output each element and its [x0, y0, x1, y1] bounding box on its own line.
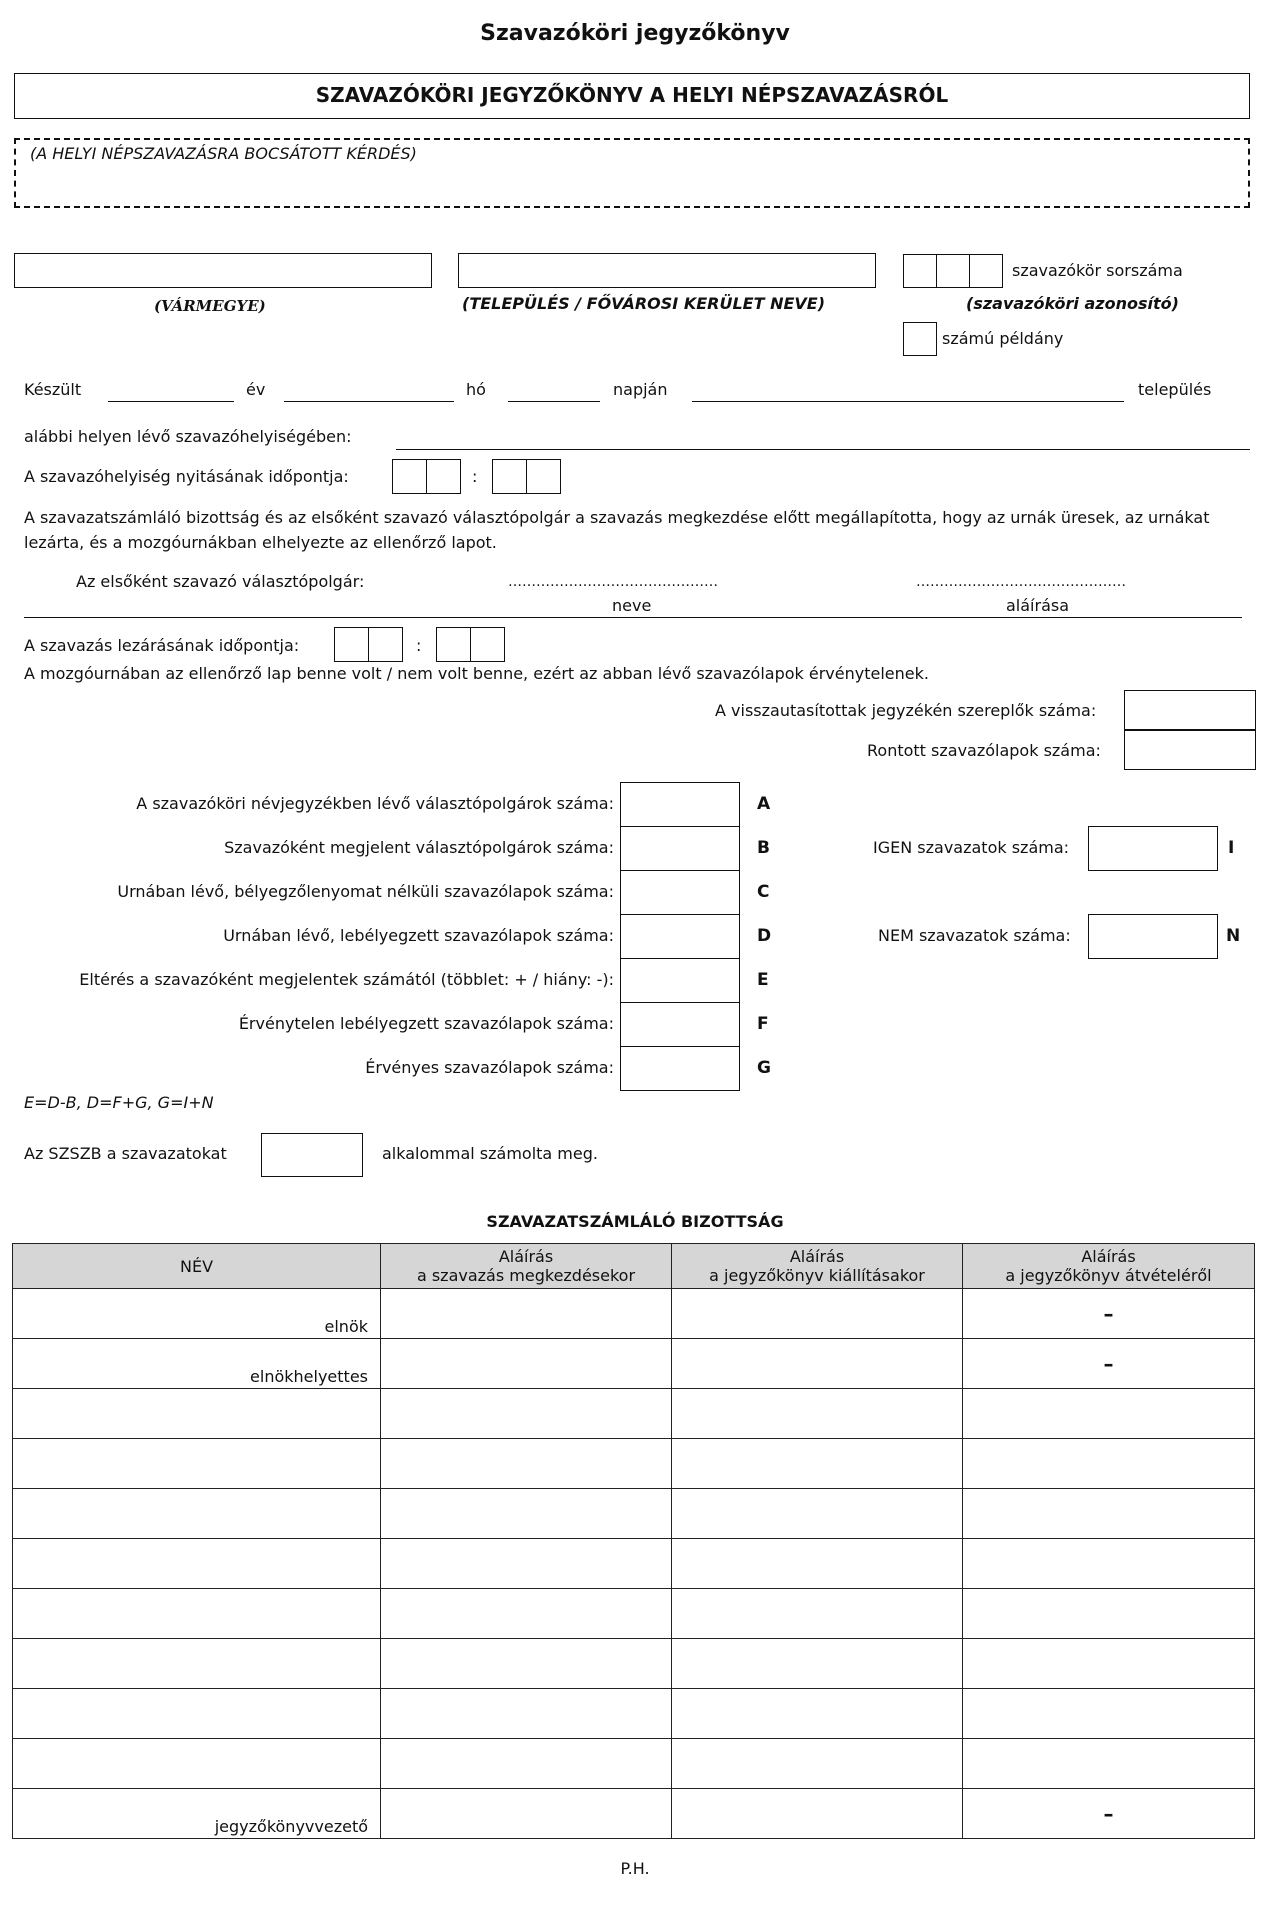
closing-hour-digit-2[interactable]	[368, 627, 403, 662]
count-field-c[interactable]	[620, 870, 740, 915]
member-name-cell[interactable]: jegyzőkönyvvezető	[13, 1789, 381, 1839]
county-field[interactable]	[14, 253, 432, 288]
table-row	[13, 1339, 1255, 1389]
no-votes-letter: N	[1226, 926, 1241, 946]
first-voter-signature-dots[interactable]: ………………………………………	[916, 574, 1126, 590]
sign-issue-cell[interactable]	[672, 1639, 963, 1689]
table-row	[13, 1739, 1255, 1789]
sign-start-cell[interactable]	[381, 1489, 672, 1539]
sign-issue-cell[interactable]	[672, 1339, 963, 1389]
sign-start-cell[interactable]	[381, 1339, 672, 1389]
count-letter-f: F	[757, 1014, 769, 1034]
member-name-cell[interactable]	[13, 1489, 381, 1539]
header-sign-receipt-line2: a jegyzőkönyv átvételéről	[1005, 1266, 1212, 1285]
sign-issue-cell[interactable]	[672, 1439, 963, 1489]
count-field-b[interactable]	[620, 826, 740, 871]
committee-table	[12, 1243, 1255, 1839]
count-field-g[interactable]	[620, 1046, 740, 1091]
first-voter-name-dots[interactable]: ………………………………………	[508, 574, 718, 590]
closing-colon: :	[416, 636, 422, 655]
day-label: napján	[613, 380, 668, 399]
sign-start-cell[interactable]	[381, 1539, 672, 1589]
opening-minute-digit-1[interactable]	[492, 459, 527, 494]
count-times-before: Az SZSZB a szavazatokat	[24, 1144, 227, 1163]
header-sign-start-line2: a szavazás megkezdésekor	[416, 1266, 636, 1285]
table-row	[13, 1789, 1255, 1839]
count-field-d[interactable]	[620, 914, 740, 959]
closing-hour-digit-1[interactable]	[334, 627, 369, 662]
sign-start-cell[interactable]	[381, 1789, 672, 1839]
location-label: alábbi helyen lévő szavazóhelyiségében:	[24, 427, 352, 446]
month-label: hó	[466, 380, 486, 399]
district-id-label: (szavazóköri azonosító)	[966, 294, 1179, 313]
count-times-field[interactable]	[261, 1133, 363, 1177]
sign-receipt-cell[interactable]	[963, 1589, 1255, 1639]
table-row	[13, 1639, 1255, 1689]
count-label-f: Érvénytelen lebélyegzett szavazólapok száma:	[238, 1014, 614, 1033]
question-box[interactable]	[14, 138, 1250, 208]
sign-receipt-cell[interactable]	[963, 1639, 1255, 1689]
opening-hour-digit-1[interactable]	[392, 459, 427, 494]
county-label: (VÁRMEGYE)	[154, 297, 266, 315]
sign-start-cell[interactable]	[381, 1739, 672, 1789]
stamp-label: P.H.	[620, 1859, 650, 1878]
count-letter-a: A	[757, 794, 771, 814]
no-votes-field[interactable]	[1088, 914, 1218, 959]
member-name-cell[interactable]: elnökhelyettes	[13, 1339, 381, 1389]
count-label-b: Szavazóként megjelent választópolgárok száma:	[224, 838, 614, 857]
formula-text: E=D-B, D=F+G, G=I+N	[24, 1093, 214, 1112]
count-letter-b: B	[757, 838, 770, 858]
closing-time-label: A szavazás lezárásának időpontja:	[24, 636, 300, 655]
sign-receipt-cell[interactable]: –	[963, 1339, 1255, 1389]
count-letter-e: E	[757, 970, 769, 990]
closing-minute-digit-1[interactable]	[436, 627, 471, 662]
year-label: év	[246, 380, 266, 399]
sign-receipt-cell[interactable]	[963, 1389, 1255, 1439]
sign-issue-cell[interactable]	[672, 1789, 963, 1839]
header-sign-receipt-line1: Aláírás	[1081, 1247, 1136, 1266]
rejected-count-field[interactable]	[1124, 690, 1256, 731]
yes-votes-letter: I	[1228, 838, 1235, 858]
count-field-a[interactable]	[620, 782, 740, 827]
sign-start-cell[interactable]	[381, 1389, 672, 1439]
spoiled-label: Rontott szavazólapok száma:	[867, 741, 1101, 760]
opening-time-label: A szavazóhelyiség nyitásának időpontja:	[24, 467, 349, 486]
first-voter-name-label: neve	[612, 596, 652, 615]
table-row	[13, 1539, 1255, 1589]
committee-title: SZAVAZATSZÁMLÁLÓ BIZOTTSÁG	[486, 1212, 784, 1231]
member-name-cell[interactable]	[13, 1439, 381, 1489]
district-number-digit-3[interactable]	[969, 254, 1003, 288]
table-row	[13, 1589, 1255, 1639]
sign-receipt-cell[interactable]	[963, 1539, 1255, 1589]
header-sign-issue-line2: a jegyzőkönyv kiállításakor	[709, 1266, 925, 1285]
copy-number-field[interactable]	[903, 322, 937, 356]
first-voter-divider	[24, 617, 1242, 618]
location-field[interactable]	[396, 449, 1250, 450]
sign-start-cell[interactable]	[381, 1289, 672, 1339]
spoiled-count-field[interactable]	[1124, 729, 1256, 770]
count-letter-d: D	[757, 926, 772, 946]
header-sign-issue	[672, 1244, 963, 1289]
made-label: Készült	[24, 380, 82, 399]
sign-receipt-cell[interactable]	[963, 1739, 1255, 1789]
header-name-text: NÉV	[179, 1256, 214, 1276]
sign-issue-cell[interactable]	[672, 1289, 963, 1339]
count-label-c: Urnában lévő, bélyegzőlenyomat nélküli szavazólapok száma:	[117, 882, 614, 901]
count-field-f[interactable]	[620, 1002, 740, 1047]
count-times-after: alkalommal számolta meg.	[382, 1144, 598, 1163]
sign-issue-cell[interactable]	[672, 1389, 963, 1439]
settlement-label: (TELEPÜLÉS / FŐVÁROSI KERÜLET NEVE)	[462, 294, 826, 313]
opening-minute-digit-2[interactable]	[526, 459, 561, 494]
settlement-word: település	[1138, 380, 1212, 399]
settlement-line[interactable]	[692, 401, 1124, 402]
header-sign-start-line1: Aláírás	[498, 1247, 554, 1266]
member-name-cell[interactable]: elnök	[13, 1289, 381, 1339]
month-field[interactable]	[284, 401, 454, 402]
table-header-row	[13, 1244, 1255, 1289]
sign-receipt-cell[interactable]: –	[963, 1789, 1255, 1839]
sign-start-cell[interactable]	[381, 1639, 672, 1689]
statement-text: A szavazatszámláló bizottság és az elsőként szavazó választópolgár a szavazás megkezdése előtt megállapította, hogy az urnák üresek, az urnákat lezárta, és a mozgóurnákban elhelyezte az ellenőrző lapot.	[24, 508, 1210, 552]
mobile-urn-text: A mozgóurnában az ellenőrző lap benne volt / nem volt benne, ezért az abban lévő szavazólapok érvénytelenek.	[24, 664, 929, 683]
rejected-label: A visszautasítottak jegyzékén szereplők száma:	[715, 701, 1097, 720]
sign-issue-cell[interactable]	[672, 1489, 963, 1539]
member-name-cell[interactable]	[13, 1739, 381, 1789]
count-label-d: Urnában lévő, lebélyegzett szavazólapok száma:	[223, 926, 614, 945]
main-title: SZAVAZÓKÖRI JEGYZŐKÖNYV A HELYI NÉPSZAVAZÁSRÓL	[315, 83, 949, 107]
sign-start-cell[interactable]	[381, 1439, 672, 1489]
count-label-e: Eltérés a szavazóként megjelentek számától (többlet: + / hiány: -):	[79, 970, 614, 989]
table-row	[13, 1489, 1255, 1539]
sign-issue-cell[interactable]	[672, 1539, 963, 1589]
sign-receipt-cell[interactable]: –	[963, 1289, 1255, 1339]
count-label-a: A szavazóköri névjegyzékben lévő választópolgárok száma:	[136, 794, 614, 813]
opening-colon: :	[472, 467, 478, 486]
year-field[interactable]	[108, 401, 234, 402]
district-number-label: szavazókör sorszáma	[1012, 261, 1183, 280]
count-field-e[interactable]	[620, 958, 740, 1003]
page-title: Szavazóköri jegyzőkönyv	[480, 21, 790, 46]
opening-hour-digit-2[interactable]	[426, 459, 461, 494]
table-row	[13, 1389, 1255, 1439]
copy-label: számú példány	[942, 329, 1064, 348]
main-title-box	[14, 73, 1250, 119]
header-sign-start	[381, 1244, 672, 1289]
question-label: (A HELYI NÉPSZAVAZÁSRA BOCSÁTOTT KÉRDÉS)	[30, 144, 417, 163]
count-letter-g: G	[757, 1058, 771, 1078]
sign-receipt-cell[interactable]	[963, 1689, 1255, 1739]
table-row	[13, 1289, 1255, 1339]
sign-issue-cell[interactable]	[672, 1739, 963, 1789]
sign-issue-cell[interactable]	[672, 1589, 963, 1639]
member-name-cell[interactable]	[13, 1539, 381, 1589]
member-name-cell[interactable]	[13, 1689, 381, 1739]
closing-minute-digit-2[interactable]	[470, 627, 505, 662]
sign-receipt-cell[interactable]	[963, 1439, 1255, 1489]
table-row	[13, 1689, 1255, 1739]
yes-votes-label: IGEN szavazatok száma:	[873, 838, 1070, 857]
sign-issue-cell[interactable]	[672, 1689, 963, 1739]
count-label-g: Érvényes szavazólapok száma:	[365, 1058, 614, 1077]
header-name	[13, 1244, 381, 1289]
no-votes-label: NEM szavazatok száma:	[878, 926, 1071, 945]
member-name-cell[interactable]	[13, 1639, 381, 1689]
count-letter-c: C	[757, 882, 770, 902]
day-field[interactable]	[508, 401, 600, 402]
yes-votes-field[interactable]	[1088, 826, 1218, 871]
sign-receipt-cell[interactable]	[963, 1489, 1255, 1539]
header-sign-issue-line1: Aláírás	[789, 1247, 845, 1266]
member-name-cell[interactable]	[13, 1589, 381, 1639]
district-number-digit-1[interactable]	[903, 254, 937, 288]
first-voter-signature-label: aláírása	[1006, 596, 1070, 615]
member-name-cell[interactable]	[13, 1389, 381, 1439]
sign-start-cell[interactable]	[381, 1689, 672, 1739]
table-row	[13, 1439, 1255, 1489]
sign-start-cell[interactable]	[381, 1589, 672, 1639]
settlement-field[interactable]	[458, 253, 876, 288]
district-number-digit-2[interactable]	[936, 254, 970, 288]
first-voter-label: Az elsőként szavazó választópolgár:	[76, 572, 365, 591]
header-sign-receipt	[963, 1244, 1255, 1289]
